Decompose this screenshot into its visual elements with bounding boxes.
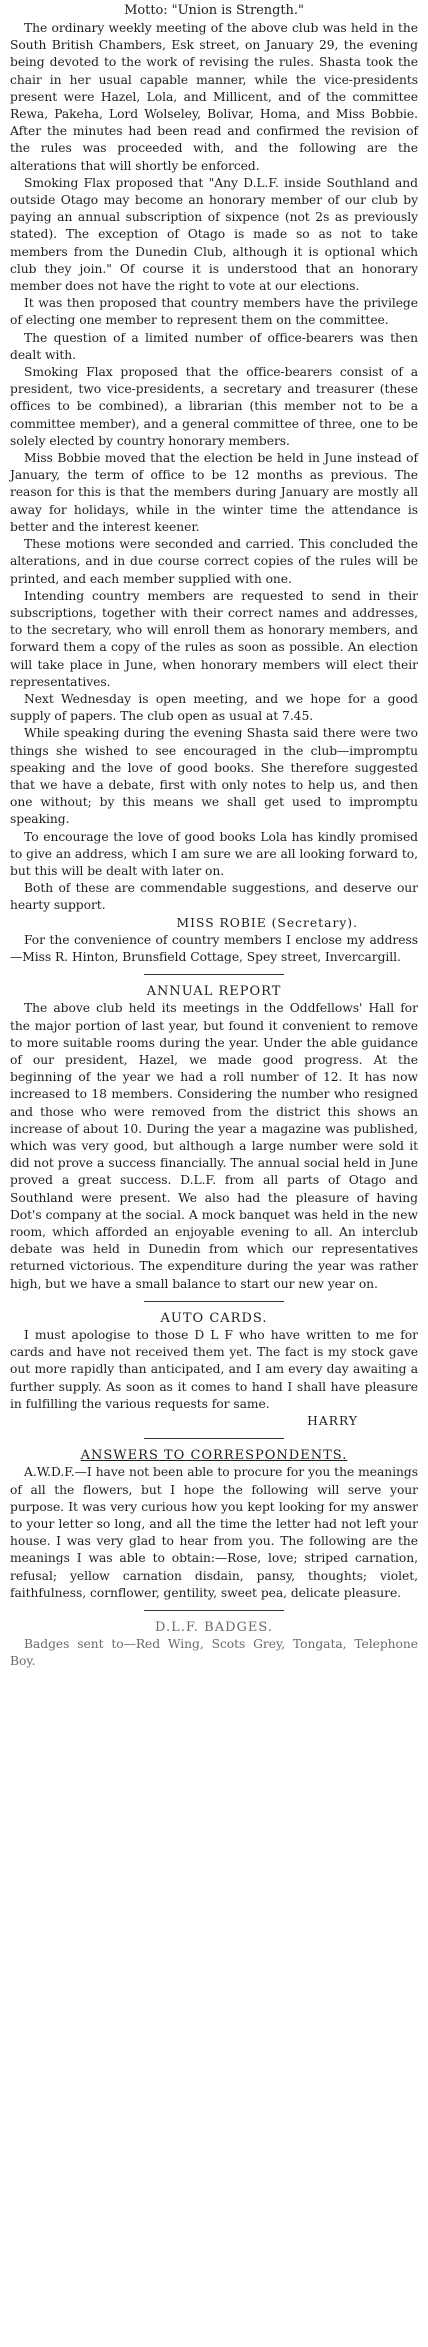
- newspaper-column: [10, 0, 418, 1671]
- badges-heading: D.L.F. BADGES.: [155, 1620, 273, 1636]
- badges-body: Badges sent to—Red Wing, Scots Grey, Tongata, Telephone Boy.: [10, 1637, 418, 1669]
- club-motto: Motto: "Union is Strength.": [124, 3, 304, 18]
- auto-cards-heading: AUTO CARDS.: [160, 1310, 268, 1326]
- meeting-paragraph: Next Wednesday is open meeting, and we hope for a good supply of papers. The club open as usual at 7.45.: [10, 691, 418, 724]
- auto-cards-body: I must apologise to those D L F who have written to me for cards and have not received them yet. The fact is my stock gave out more rapidly than anticipated, and I am every day awaiting a further supply. As soon as it comes to hand I shall have pleasure in fulfilling the various requests for same.: [10, 1328, 418, 1411]
- auto-cards: [10, 1310, 418, 1430]
- meeting-paragraph: Smoking Flax proposed that "Any D.L.F. inside Southland and outside Otago may become an honorary member of our club by paying an annual subscription of sixpence (not 2s as previously stated). The exception of Otago is made so as not to take members from the Dunedin Club, although it is optional which club they join." Of course it is understood that an honorary member does not have the right to vote at our elections.: [10, 175, 418, 294]
- annual-report-body: The above club held its meetings in the Oddfellows' Hall for the major portion of last year, but found it convenient to remove to more suitable rooms during the year. Under the able guidance of our president, Hazel, we made good progress. At the beginning of the year we had a roll number of 12. It has now increased to 18 members. Considering the number who resigned and those who were removed from the district this shows an increase of about 10. During the year a magazine was published, which was very good, but although a large number were sold it did not prove a success financially. The annual social held in June proved a great success. D.L.F. from all parts of Otago and Southland were present. We also had the pleasure of having Dot's company at the social. A mock banquet was held in the new room, which afforded an enjoyable evening to all. An interclub debate was held in Dunedin from which our representatives returned victorious. The expenditure during the year was rather high, but we have a small balance to start our new year on.: [10, 1001, 418, 1291]
- annual-report: [10, 983, 418, 1293]
- answers-heading: ANSWERS TO CORRESPONDENTS.: [80, 1448, 348, 1464]
- section-divider: [144, 974, 284, 975]
- meeting-report: [10, 20, 418, 966]
- section-divider: [144, 1438, 284, 1439]
- meeting-paragraph: Smoking Flax proposed that the office-bearers consist of a president, two vice-presidents, a secretary and treasurer (these offices to be combined), a librarian (this member not to be a committee member), and a general committee of three, one to be solely elected by country honorary members.: [10, 365, 418, 448]
- meeting-paragraph: It was then proposed that country members have the privilege of electing one member to represent them on the committee.: [10, 296, 418, 328]
- annual-report-heading: ANNUAL REPORT: [146, 984, 282, 1000]
- meeting-paragraph: These motions were seconded and carried. This concluded the alterations, and in due course correct copies of the rules will be printed, and each member supplied with one.: [10, 537, 418, 586]
- meeting-paragraph: To encourage the love of good books Lola has kindly promised to give an address, which I am sure we are all looking forward to, but this will be dealt with later on.: [10, 829, 418, 878]
- answers-to-correspondents: [10, 1447, 418, 1602]
- secretary-signature: MISS ROBIE (Secretary).: [176, 915, 358, 930]
- meeting-paragraph: Miss Bobbie moved that the election be held in June instead of January, the term of office to be 12 months as previous. The reason for this is that the members during January are mostly all away for holidays, while in the winter time the attendance is better and the interest keener.: [10, 451, 418, 534]
- section-divider: [144, 1301, 284, 1302]
- meeting-paragraph: While speaking during the evening Shasta said there were two things she wished to see encouraged in the club—impromptu speaking and the love of good books. She therefore suggested that we have a debate, first with only notes to help us, and then one without; by this means we shall get used to impromptu speaking.: [10, 726, 418, 827]
- meeting-paragraph: Both of these are commendable suggestions, and deserve our hearty support.: [10, 881, 418, 913]
- meeting-paragraph: Intending country members are requested to send in their subscriptions, together with their correct names and addresses, to the secretary, who will enroll them as honorary members, and forward them a copy of the rules as soon as possible. An election will take place in June, when honorary members will elect their representatives.: [10, 588, 418, 689]
- auto-cards-signature: HARRY: [307, 1414, 358, 1429]
- meeting-paragraph: The ordinary weekly meeting of the above club was held in the South British Chambers, Esk street, on January 29, the evening being devoted to the work of revising the rules. Shasta took the chair in her usual capable manner, while the vice-presidents present were Hazel, Lola, and Millicent, and of the committee Rewa, Pakeha, Lord Wolseley, Bolivar, Homa, and Miss Bobbie. After the minutes had been read and confirmed the revision of the rules was proceeded with, and the following are the alterations that will shortly be enforced.: [10, 21, 418, 173]
- meeting-paragraph: The question of a limited number of office-bearers was then dealt with.: [10, 330, 418, 362]
- answers-body: A.W.D.F.—I have not been able to procure for you the meanings of all the flowers, but I hope the following will serve your purpose. It was very curious how you kept looking for my answer to your letter so long, and all the time the letter had not left your house. I was very glad to hear from you. The following are the meanings I was able to obtain:—Rose, love; striped carnation, refusal; yellow carnation disdain, pansy, thoughts; violet, faithfulness, cornflower, gentility, sweet pea, delicate pleasure.: [10, 1465, 418, 1600]
- dlf-badges: [10, 1619, 418, 1671]
- meeting-closing: For the convenience of country members I enclose my address—Miss R. Hinton, Brunsfield Cottage, Spey street, Invercargill.: [10, 932, 418, 964]
- section-divider: [144, 1610, 284, 1611]
